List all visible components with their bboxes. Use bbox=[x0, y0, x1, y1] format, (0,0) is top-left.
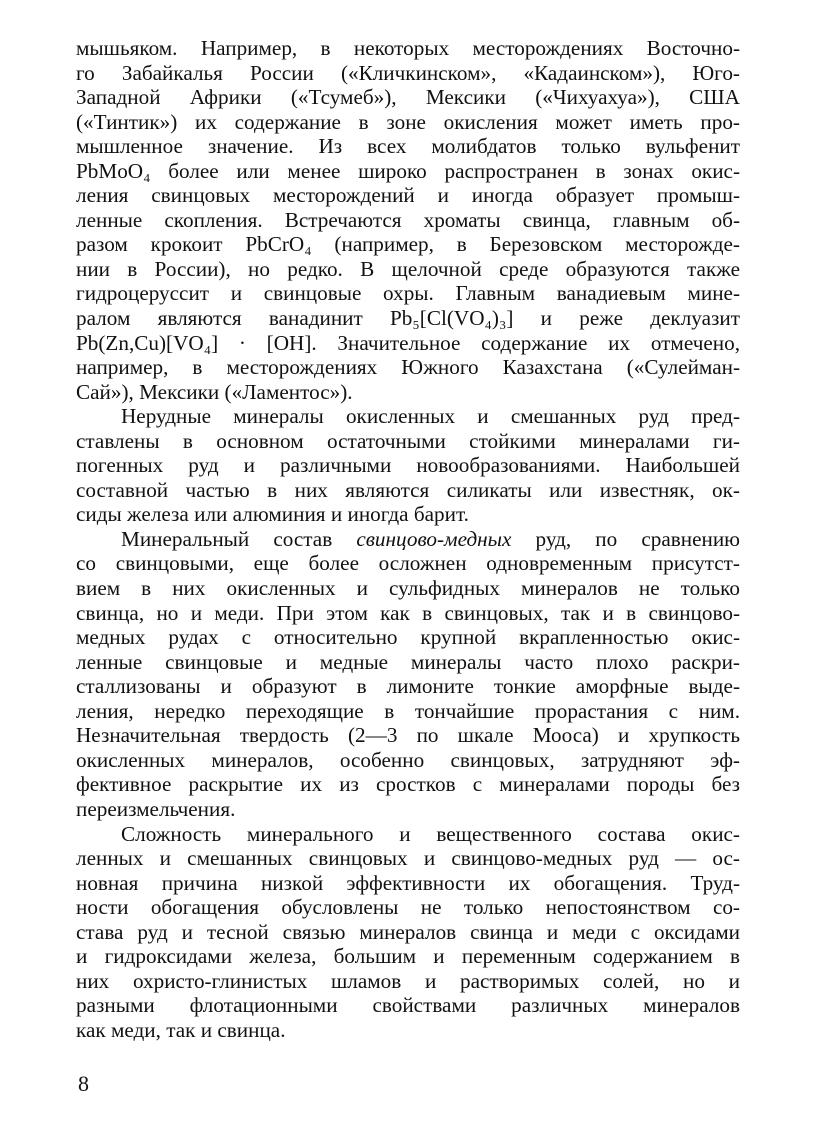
text-line: окисленных минералов, особенно свинцовых, затрудняют эф- bbox=[76, 747, 740, 772]
text-line: го Забайкалья России («Кличкинском», «Кадаинском»), Юго- bbox=[76, 60, 740, 85]
text-line: Pb(Zn,Cu)[VO₄] · [OH]. Значительное содержание их отмечено, bbox=[76, 330, 740, 355]
text-line: нии в России), но редко. В щелочной среде образуются также bbox=[76, 256, 740, 281]
text-line: них охристо-глинистых шламов и растворимых солей, но и bbox=[76, 968, 740, 993]
text-line: новная причина низкой эффективности их обогащения. Труд- bbox=[76, 870, 740, 895]
paragraph bbox=[76, 36, 740, 404]
page-number: 8 bbox=[78, 1071, 89, 1096]
text-line: ленные скопления. Встречаются хроматы свинца, главным об- bbox=[76, 207, 740, 232]
text-line: свинца, но и меди. При этом как в свинцовых, так и в свинцово- bbox=[76, 600, 740, 625]
text-line: сталлизованы и образуют в лимоните тонкие аморфные выде- bbox=[76, 674, 740, 699]
text-line: Незначительная твердость (2—3 по шкале Мооса) и хрупкость bbox=[76, 723, 740, 748]
text-line: и гидроксидами железа, большим и переменным содержанием в bbox=[76, 944, 740, 969]
text-line: Нерудные минералы окисленных и смешанных руд пред- bbox=[121, 404, 740, 429]
text-line: ленных и смешанных свинцовых и свинцово-медных руд — ос- bbox=[76, 846, 740, 871]
text-line: медных рудах с относительно крупной вкрапленностью окис- bbox=[76, 625, 740, 650]
text-line: ставлены в основном остаточными стойкими минералами ги- bbox=[76, 428, 740, 453]
text-line: Минеральный состав свинцово-медных руд, по сравнению bbox=[121, 526, 740, 551]
text-line: Сай»), Мексики («Ламентос»). bbox=[76, 379, 353, 404]
text-line: ности обогащения обусловлены не только непостоянством со- bbox=[76, 895, 740, 920]
text-line: разными флотационными свойствами различных минералов bbox=[76, 993, 740, 1018]
text-line: фективное раскрытие их из сростков с минералами породы без bbox=[76, 772, 740, 797]
text-line: переизмельчения. bbox=[76, 796, 236, 821]
text-line: со свинцовыми, еще более осложнен одновременным присутст- bbox=[76, 551, 740, 576]
paragraph bbox=[76, 822, 740, 1043]
text-line: ления свинцовых месторождений и иногда образует промыш- bbox=[76, 183, 740, 208]
text-line: составной частью в них являются силикаты или известняк, ок- bbox=[76, 477, 740, 502]
paragraph bbox=[76, 527, 740, 822]
text-line: Западной Африки («Тсумеб»), Мексики («Чихуахуа»), США bbox=[76, 85, 740, 110]
text-line: разом крокоит PbCrO₄ (например, в Березовском месторожде- bbox=[76, 232, 740, 257]
text-line: погенных руд и различными новообразованиями. Наибольшей bbox=[76, 453, 740, 478]
text-line: ленные свинцовые и медные минералы часто плохо раскри- bbox=[76, 649, 740, 674]
paragraph bbox=[76, 404, 740, 527]
text-line: ления, нередко переходящие в тончайшие прорастания с ним. bbox=[76, 698, 740, 723]
text-line: гидроцеруссит и свинцовые охры. Главным ванадиевым мине- bbox=[76, 281, 740, 306]
page-body bbox=[76, 36, 740, 1042]
text-line: как меди, так и свинца. bbox=[76, 1017, 286, 1042]
text-line: мышьяком. Например, в некоторых месторождениях Восточно- bbox=[76, 36, 740, 60]
text-line: («Тинтик») их содержание в зоне окисления может иметь про- bbox=[76, 109, 740, 134]
text-line: Сложность минерального и вещественного состава окис- bbox=[121, 821, 740, 846]
text-line: например, в месторождениях Южного Казахстана («Сулейман- bbox=[76, 355, 740, 380]
text-line: ралом являются ванадинит Pb₅[Cl(VO₄)₃] и реже деклуазит bbox=[76, 306, 740, 331]
text-line: сиды железа или алюминия и иногда барит. bbox=[76, 502, 469, 527]
text-line: PbMoO₄ более или менее широко распространен в зонах окис- bbox=[76, 158, 740, 183]
text-line: вием в них окисленных и сульфидных минералов не только bbox=[76, 576, 740, 601]
text-line: става руд и тесной связью минералов свинца и меди с оксидами bbox=[76, 919, 740, 944]
text-line: мышленное значение. Из всех молибдатов только вульфенит bbox=[76, 134, 740, 159]
